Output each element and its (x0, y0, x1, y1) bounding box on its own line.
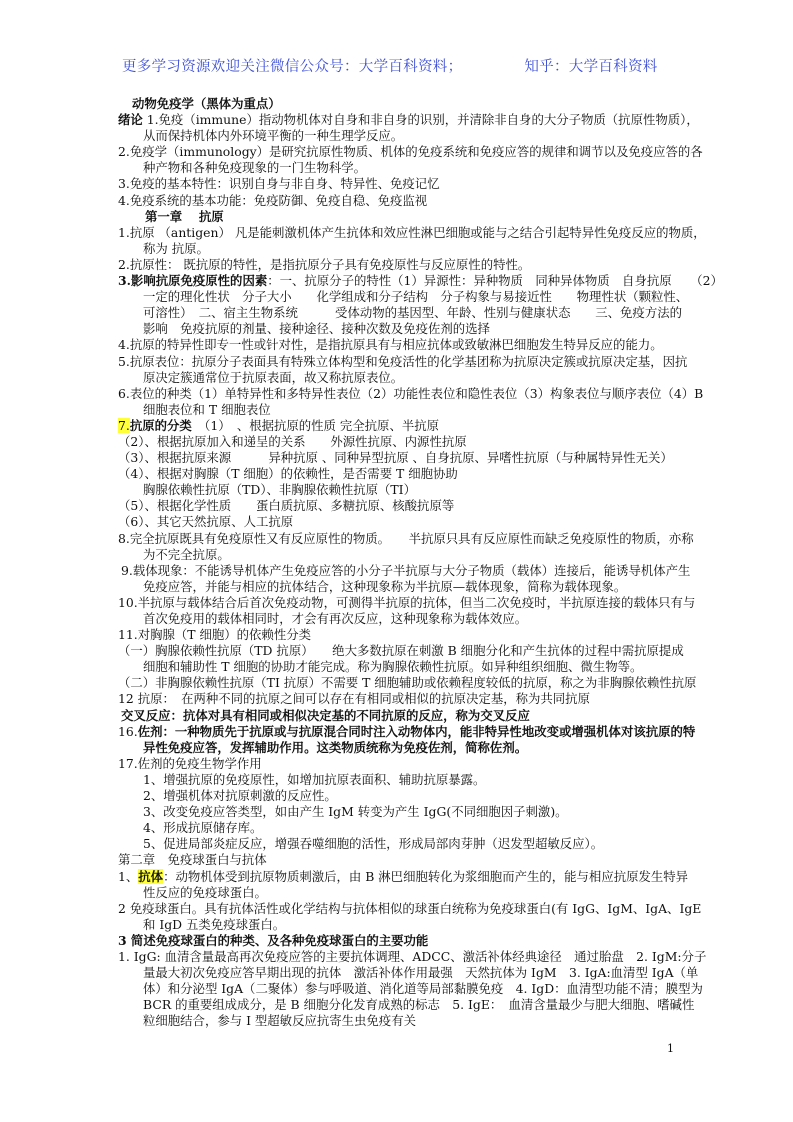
list-item: 5、促进局部炎症反应，增强吞噬细胞的活性，形成局部肉芽肿（迟发型超敏反应）。 (143, 836, 604, 852)
bold-term: 3.影响抗原免疫原性的因素 (118, 273, 268, 289)
paragraph-line: 细胞和辅助性 T 细胞的协助才能完成。称为胸腺依赖性抗原。如异种组织细胞、微生物等。 (143, 659, 643, 675)
paragraph-line: 4.免疫系统的基本功能：免疫防御、免疫自稳、免疫监视 (118, 192, 428, 208)
paragraph-line: 1.抗原 （antigen） 凡是能刺激机体产生抗体和效应性淋巴细胞或能与之结合引起特异性免疫反应的物质， (118, 224, 706, 240)
line-text: ：一、抗原分子的特性（1）异源性：异种物质 同种异体物质 自身抗原 （2） (267, 273, 723, 289)
paragraph-line: 1. IgG: 血清含量最高再次免疫应答的主要抗体调理、ADCC、激活补体经典途径 通过胎盘 2. IgM:分子 (118, 948, 707, 964)
paragraph-line: （3）、根据抗原来源 异种抗原 、同种异型抗原 、自身抗原、异嗜性抗原（与种属特异性无关） (118, 450, 673, 466)
paragraph-line: 和 IgD 五类免疫球蛋白。 (143, 916, 286, 932)
document-title: 动物免疫学（黑体为重点） (132, 96, 281, 111)
paragraph-line: 2.免疫学（immunology）是研究抗原性物质、机体的免疫系统和免疫应答的规律和调节以及免疫应答的各 (118, 144, 703, 160)
paragraph-line: （5）、根据化学性质 蛋白质抗原、多糖抗原、核酸抗原等 (118, 498, 455, 514)
list-item: 1、增强抗原的免疫原性，如增加抗原表面积、辅助抗原暴露。 (143, 771, 486, 787)
chapter-heading: 第二章 免疫球蛋白与抗体 (118, 852, 267, 868)
paragraph-line: 从而保持机体内外环境平衡的一种生理学反应。 (143, 128, 404, 144)
list-item: 4、形成抗原储存库。 (143, 820, 263, 836)
section-heading: 3 简述免疫球蛋白的种类、及各种免疫球蛋白的主要功能 (118, 932, 429, 948)
paragraph-line (118, 869, 688, 885)
paragraph-line: 8.完全抗原既具有免疫原性又有反应原性的物质。 半抗原只具有反应原性而缺乏免疫原性的物质，亦称 (118, 530, 694, 546)
paragraph-line: 原决定簇通常位于抗原表面，故又称抗原表位。 (143, 369, 404, 385)
paragraph-line: 性反应的免疫球蛋白。 (143, 884, 267, 900)
paragraph-line: 称为 抗原。 (143, 240, 209, 256)
paragraph-line: 体）和分泌型 IgA（二聚体）参与呼吸道、消化道等局部黏膜免疫 4. IgD：血清型功能不清；膜型为 (143, 981, 703, 997)
paragraph-line (118, 418, 688, 434)
line-text: （1） 、根据抗原的性质 完全抗原、半抗原 (191, 417, 440, 433)
list-item: 2、增强机体对抗原刺激的反应性。 (143, 788, 337, 804)
paragraph-line: 为不完全抗原。 (143, 546, 230, 562)
paragraph-line: 17.佐剂的免疫生物学作用 (118, 755, 262, 771)
section-label: 绪论 (118, 112, 143, 128)
paragraph-line: （一）胸腺依赖性抗原（TD 抗原） 绝大多数抗原在刺激 B 细胞分化和产生抗体的过程中需抗原提成 (118, 643, 684, 659)
line-text: 1.免疫（immune）指动物机体对自身和非自身的识别，并清除非自身的大分子物质（抗原性物质）， (142, 112, 699, 128)
bold-paragraph-line: 异性免疫应答，发挥辅助作用。这类物质统称为免疫佐剂，简称佐剂。 (143, 739, 528, 755)
paragraph-line: 种产物和各种免疫现象的一门生物科学。 (143, 160, 367, 176)
paragraph-line: 免疫应答，并能与相应的抗体结合，这种现象称为半抗原—载体现象，简称为载体现象。 (143, 578, 627, 594)
paragraph-line: 4.抗原的特异性即专一性或针对性，是指抗原具有与相应抗体或致敏淋巴细胞发生特异反应的能力。 (118, 337, 663, 353)
bold-term: 抗原的分类 (129, 417, 192, 433)
line-text: ：动物机体受到抗原物质刺激后，由 B 淋巴细胞转化为浆细胞而产生的，能与相应抗原发生特异 (163, 868, 689, 884)
paragraph-line: 6.表位的种类（1）单特异性和多特异性表位（2）功能性表位和隐性表位（3）构象表位与顺序表位（4）B (118, 385, 704, 401)
paragraph-line: 11.对胸腺（T 细胞）的依赖性分类 (118, 627, 311, 643)
chapter-heading: 第一章 抗原 (145, 208, 224, 224)
page-number: 1 (667, 1042, 674, 1055)
paragraph-line: 首次免疫用的载体相同时，才会有再次反应，这种现象称为载体效应。 (143, 611, 528, 626)
paragraph-line: （2）、根据抗原加入和递呈的关系 外源性抗原、内源性抗原 (118, 433, 467, 449)
paragraph-line: 粒细胞结合，参与 I 型超敏反应抗寄生虫免疫有关 (143, 1013, 416, 1029)
paragraph-line: 细胞表位和 T 细胞表位 (143, 401, 271, 417)
paragraph-line: 可溶性） 二、宿主生物系统 受体动物的基因型、年龄、性别与健康状态 三、免疫方法的 (143, 305, 682, 321)
paragraph-line: 胸腺依赖性抗原（TD）、非胸腺依赖性抗原（TI） (143, 482, 416, 498)
paragraph-line (118, 273, 723, 289)
paragraph-line: BCR 的重要组成成分，是 B 细胞分化发育成熟的标志 5. IgE： 血清含量最少与肥大细胞、嗜碱性 (143, 997, 695, 1013)
paragraph-line: 2 免疫球蛋白。具有抗体活性或化学结构与抗体相似的球蛋白统称为免疫球蛋白(有 IgG、IgM、IgA、IgE (118, 900, 702, 916)
highlighted-term: 抗体 (138, 868, 164, 884)
bold-term: 佐剂：一种物质先于抗原或与抗原混合同时注入动物体内，能非特异性地改变或增强机体对该抗原的特 (137, 723, 696, 739)
paragraph-line: 一定的理化性状 分子大小 化学组成和分子结构 分子构象与易接近性 物理性状（颗粒性、 (143, 289, 689, 305)
paragraph-line: 量最大初次免疫应答早期出现的抗体 激活补体作用最强 天然抗体为 IgM 3. IgA:血清型 IgA（单 (143, 965, 699, 981)
paragraph-line (118, 112, 699, 128)
paragraph-line: 10.半抗原与载体结合后首次免疫动物，可测得半抗原的抗体，但当二次免疫时，半抗原连接的载体只有与 (118, 594, 696, 610)
paragraph-line: （4）、根据对胸腺（T 细胞）的依赖性，是否需要 T 细胞协助 (118, 466, 458, 482)
paragraph-line: 5.抗原表位：抗原分子表面具有特殊立体构型和免疫活性的化学基团称为抗原决定簇或抗原决定基，因抗 (118, 353, 688, 369)
bold-paragraph-line: 交叉反应：抗体对具有相同或相似决定基的不同抗原的反应，称为交叉反应 (121, 707, 530, 723)
paragraph-line: （二）非胸腺依赖性抗原（TI 抗原）不需要 T 细胞辅助或依赖程度较低的抗原，称之为非胸腺依赖性抗原 (118, 675, 697, 691)
line-number: 1、 (118, 868, 139, 884)
paragraph-line (118, 723, 696, 740)
header-zhihu-text: 知乎：大学百科资料 (524, 59, 658, 75)
list-item: 3、改变免疫应答类型，如由产生 IgM 转变为产生 IgG(不同细胞因子刺激)。 (143, 804, 568, 820)
paragraph-line: 12 抗原： 在两种不同的抗原之间可以存在有相同或相似的抗原决定基，称为共同抗原 (118, 691, 590, 707)
paragraph-line: 3.免疫的基本特性：识别自身与非自身、特异性、免疫记忆 (118, 176, 440, 192)
paragraph-line: （6）、其它天然抗原、人工抗原 (118, 514, 294, 530)
paragraph-line: 2.抗原性： 既抗原的特性，是指抗原分子具有免疫原性与反应原性的特性。 (118, 256, 531, 272)
paragraph-line: 影响 免疫抗原的剂量、接种途径、接种次数及免疫佐剂的选择 (143, 321, 490, 337)
page-header (122, 55, 658, 76)
document-body (118, 96, 723, 1029)
line-number: 16. (118, 723, 138, 739)
header-wechat-text: 更多学习资源欢迎关注微信公众号：大学百科资料； (122, 59, 463, 75)
highlighted-number: 7. (118, 417, 130, 433)
paragraph-line: 9.载体现象：不能诱导机体产生免疫应答的小分子半抗原与大分子物质（载体）连接后，能诱导机体产生 (121, 562, 691, 578)
